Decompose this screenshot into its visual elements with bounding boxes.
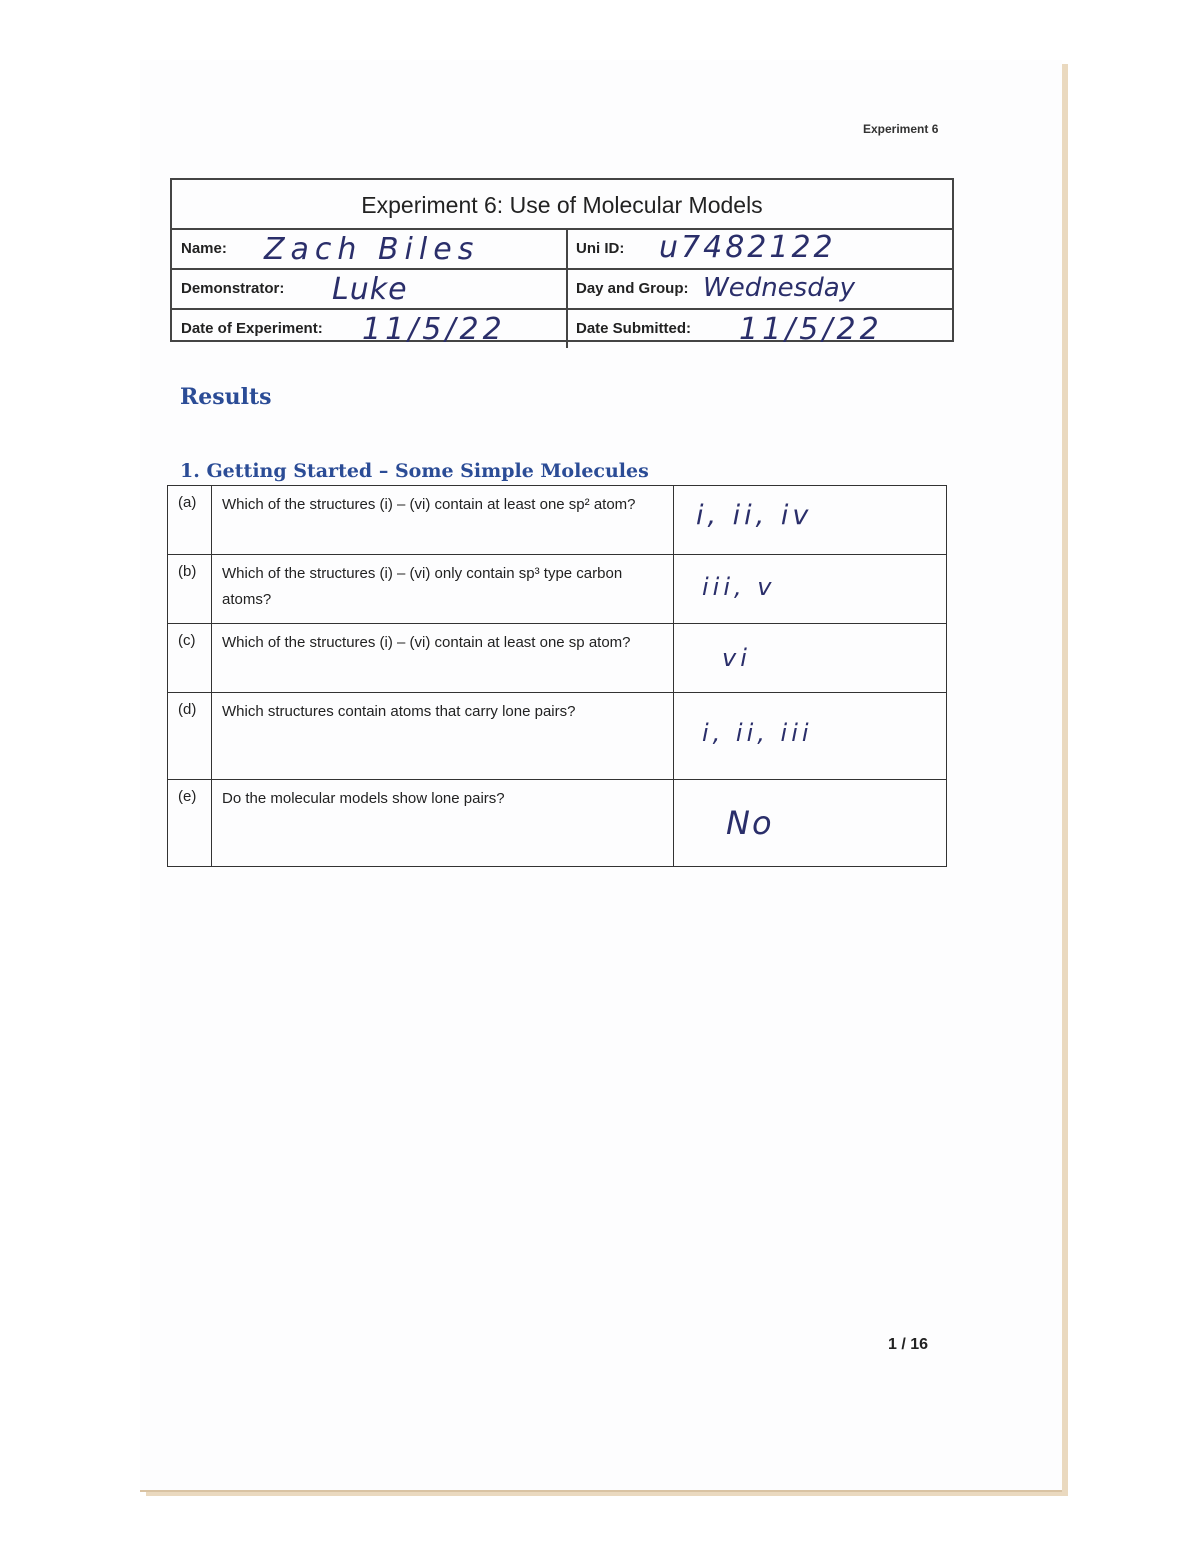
question-letter: (b): [168, 555, 212, 624]
uni-id-value: u7482122: [659, 230, 836, 265]
question-letter: (e): [168, 780, 212, 867]
question-text: Which of the structures (i) – (vi) only contain sp³ type carbon atoms?: [212, 555, 674, 624]
date-submitted-value: 11/5/22: [739, 312, 883, 347]
uni-id-label: Uni ID:: [576, 240, 625, 257]
info-row-demonstrator: [172, 270, 952, 310]
page-number: 1 / 16: [888, 1336, 929, 1353]
table-row: [168, 693, 947, 780]
section-heading: 1. Getting Started – Some Simple Molecules: [180, 460, 649, 482]
date-experiment-value: 11/5/22: [362, 312, 506, 347]
date-submitted-label: Date Submitted:: [576, 320, 692, 337]
day-group-label: Day and Group:: [576, 280, 689, 297]
demonstrator-label: Demonstrator:: [181, 280, 285, 297]
table-row: [168, 780, 947, 867]
results-heading: Results: [180, 384, 272, 410]
questions-table: [167, 485, 947, 867]
answer-text: i, ii, iii: [702, 719, 813, 747]
answer-text: No: [726, 804, 774, 842]
table-row: [168, 486, 947, 555]
question-text: Do the molecular models show lone pairs?: [212, 780, 674, 867]
question-text: Which of the structures (i) – (vi) contain at least one sp² atom?: [212, 486, 674, 555]
demonstrator-value: Luke: [332, 272, 408, 307]
table-row: [168, 555, 947, 624]
answer-text: vi: [722, 644, 751, 672]
name-label: Name:: [181, 240, 227, 257]
info-row-name: [172, 230, 952, 270]
answer-text: i, ii, iv: [696, 500, 813, 531]
name-value: Zach Biles: [264, 232, 480, 267]
question-text: Which structures contain atoms that carry lone pairs?: [212, 693, 674, 780]
question-letter: (a): [168, 486, 212, 555]
question-text: Which of the structures (i) – (vi) contain at least one sp atom?: [212, 624, 674, 693]
question-letter: (c): [168, 624, 212, 693]
document-title: Experiment 6: Use of Molecular Models: [172, 180, 952, 230]
info-row-dates: [172, 310, 952, 348]
running-header: Experiment 6: [863, 122, 939, 136]
date-experiment-label: Date of Experiment:: [181, 320, 323, 337]
answer-text: iii, v: [702, 573, 776, 601]
day-group-value: Wednesday: [703, 273, 856, 303]
question-letter: (d): [168, 693, 212, 780]
table-row: [168, 624, 947, 693]
info-table: [170, 178, 954, 347]
